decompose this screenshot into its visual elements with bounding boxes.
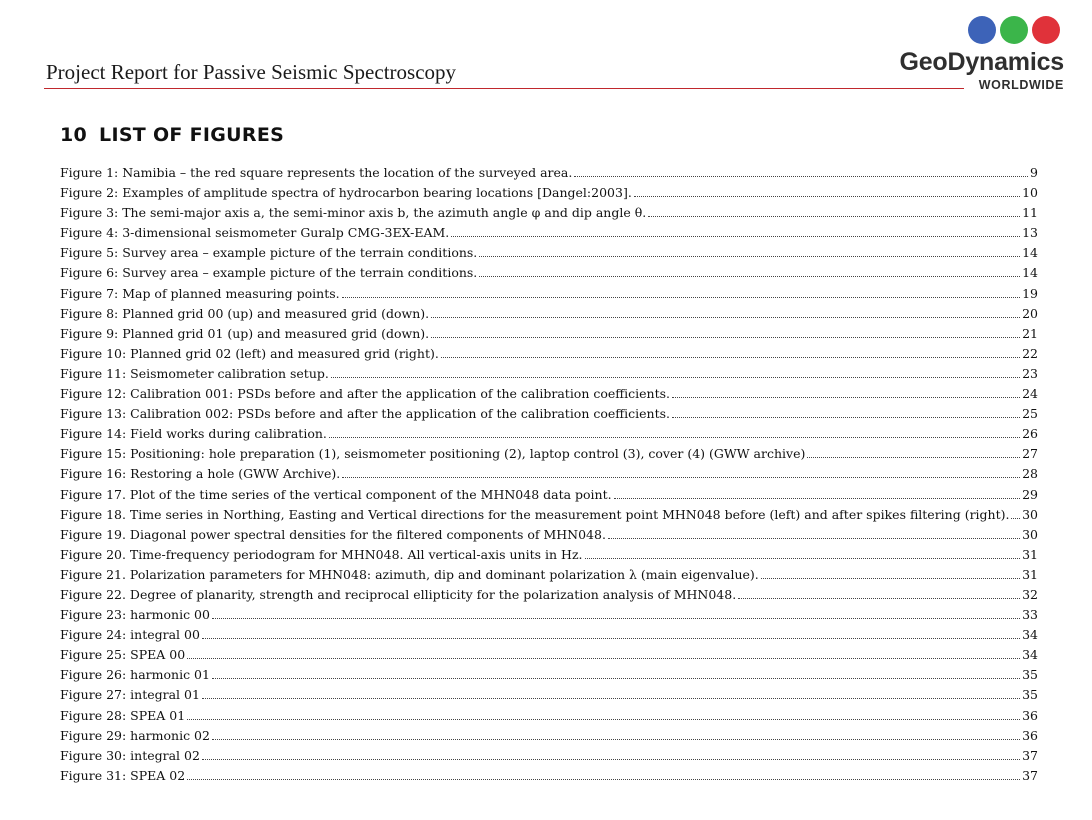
figure-entry[interactable] <box>60 404 1038 424</box>
figure-entry-label: Figure 4: 3-dimensional seismometer Guralp CMG-3EX-EAM. <box>60 225 450 241</box>
figure-entry-page: 23 <box>1022 365 1038 381</box>
dot-leader <box>761 578 1020 579</box>
figure-entry[interactable] <box>60 706 1038 726</box>
figure-entry[interactable] <box>60 223 1038 243</box>
figure-entry-page: 34 <box>1022 627 1038 643</box>
dot-leader <box>1011 518 1020 519</box>
figure-entry-label: Figure 3: The semi-major axis a, the semi-minor axis b, the azimuth angle φ and dip angle θ. <box>60 205 647 221</box>
figure-entry-label: Figure 28: SPEA 01 <box>60 707 186 723</box>
figure-entry-page: 26 <box>1022 426 1038 442</box>
figure-entry-page: 13 <box>1022 225 1038 241</box>
figure-entry[interactable] <box>60 203 1038 223</box>
dot-leader <box>614 498 1020 499</box>
figure-entry-label: Figure 27: integral 01 <box>60 687 200 703</box>
geodynamics-logo <box>868 10 1064 100</box>
figure-entry-page: 31 <box>1022 566 1038 582</box>
figure-entry-page: 25 <box>1022 406 1038 422</box>
figure-entry-page: 30 <box>1022 506 1038 522</box>
dot-leader <box>331 377 1020 378</box>
figure-entry[interactable] <box>60 585 1038 605</box>
figure-entry[interactable] <box>60 605 1038 625</box>
figure-entry-page: 35 <box>1022 667 1038 683</box>
figure-entry-label: Figure 18. Time series in Northing, Easting and Vertical directions for the measurement point MHN048 before (left) and after spikes filtering (right). <box>60 506 1010 522</box>
dot-leader <box>634 196 1020 197</box>
figure-entry-label: Figure 7: Map of planned measuring points. <box>60 285 340 301</box>
dot-leader <box>585 558 1021 559</box>
figure-entry[interactable] <box>60 545 1038 565</box>
figure-entry-page: 28 <box>1022 466 1038 482</box>
figure-entry[interactable] <box>60 766 1038 786</box>
figure-entry[interactable] <box>60 284 1038 304</box>
figure-entry-label: Figure 21. Polarization parameters for MHN048: azimuth, dip and dominant polarization λ (main eigenvalue). <box>60 566 759 582</box>
dot-leader <box>574 176 1028 177</box>
figure-entry-page: 36 <box>1022 727 1038 743</box>
figure-entry-label: Figure 19. Diagonal power spectral densities for the filtered components of MHN048. <box>60 526 606 542</box>
figure-entry[interactable] <box>60 344 1038 364</box>
figure-entry-label: Figure 20. Time-frequency periodogram for MHN048. All vertical-axis units in Hz. <box>60 546 583 562</box>
dot-leader <box>342 477 1020 478</box>
figure-entry[interactable] <box>60 324 1038 344</box>
figure-entry-page: 27 <box>1022 446 1038 462</box>
figure-entry-label: Figure 17. Plot of the time series of the vertical component of the MHN048 data point. <box>60 486 612 502</box>
figure-entry-page: 19 <box>1022 285 1038 301</box>
dot-leader <box>212 739 1020 740</box>
dot-leader <box>202 638 1020 639</box>
dot-leader <box>738 598 1020 599</box>
dot-leader <box>479 276 1020 277</box>
figure-entry[interactable] <box>60 726 1038 746</box>
page-header <box>44 10 1064 92</box>
figure-entry-page: 21 <box>1022 325 1038 341</box>
figure-entry[interactable] <box>60 424 1038 444</box>
figure-entry-label: Figure 8: Planned grid 00 (up) and measured grid (down). <box>60 305 430 321</box>
logo-dot-blue <box>968 16 996 44</box>
figure-entry-page: 31 <box>1022 546 1038 562</box>
figure-entry[interactable] <box>60 304 1038 324</box>
figure-entry[interactable] <box>60 525 1038 545</box>
dot-leader <box>807 457 1020 458</box>
figure-entry-label: Figure 22. Degree of planarity, strength and reciprocal ellipticity for the polarization analysis of MHN048. <box>60 586 737 602</box>
figure-entry-page: 11 <box>1022 205 1038 221</box>
dot-leader <box>479 256 1020 257</box>
figure-entry-label: Figure 29: harmonic 02 <box>60 727 210 743</box>
figure-entry-label: Figure 5: Survey area – example picture of the terrain conditions. <box>60 245 478 261</box>
figure-entry-label: Figure 15: Positioning: hole preparation (1), seismometer positioning (2), laptop control (3), cover (4) (GWW archive) <box>60 446 806 462</box>
figure-entry-page: 22 <box>1022 345 1038 361</box>
list-of-figures <box>60 163 1038 786</box>
figure-entry-label: Figure 16: Restoring a hole (GWW Archive). <box>60 466 341 482</box>
figure-entry-page: 14 <box>1022 265 1038 281</box>
figure-entry[interactable] <box>60 485 1038 505</box>
dot-leader <box>441 357 1020 358</box>
figure-entry-label: Figure 9: Planned grid 01 (up) and measured grid (down). <box>60 325 430 341</box>
figure-entry[interactable] <box>60 464 1038 484</box>
figure-entry-page: 9 <box>1030 165 1038 180</box>
figure-entry[interactable] <box>60 625 1038 645</box>
figure-entry-page: 20 <box>1022 305 1038 321</box>
figure-entry-page: 30 <box>1022 526 1038 542</box>
dot-leader <box>451 236 1020 237</box>
dot-leader <box>608 538 1020 539</box>
figure-entry[interactable] <box>60 163 1038 183</box>
figure-entry[interactable] <box>60 243 1038 263</box>
logo-dots <box>968 16 1064 46</box>
dot-leader <box>431 337 1020 338</box>
figure-entry[interactable] <box>60 505 1038 525</box>
figure-entry-page: 32 <box>1022 586 1038 602</box>
figure-entry-page: 33 <box>1022 607 1038 623</box>
figure-entry-label: Figure 6: Survey area – example picture of the terrain conditions. <box>60 265 478 281</box>
dot-leader <box>329 437 1020 438</box>
figure-entry-label: Figure 14: Field works during calibration. <box>60 426 327 442</box>
figure-entry-label: Figure 10: Planned grid 02 (left) and measured grid (right). <box>60 345 439 361</box>
figure-entry-label: Figure 25: SPEA 00 <box>60 647 186 663</box>
figure-entry-label: Figure 26: harmonic 01 <box>60 667 210 683</box>
report-title: Project Report for Passive Seismic Spectroscopy <box>46 60 457 84</box>
figure-entry-page: 34 <box>1022 647 1038 663</box>
figure-entry-page: 14 <box>1022 245 1038 261</box>
dot-leader <box>342 297 1020 298</box>
figure-entry-page: 24 <box>1022 386 1038 402</box>
figure-entry-page: 37 <box>1022 747 1038 763</box>
figure-entry[interactable] <box>60 685 1038 705</box>
figure-entry[interactable] <box>60 364 1038 384</box>
dot-leader <box>202 759 1020 760</box>
figure-entry[interactable] <box>60 384 1038 404</box>
dot-leader <box>202 698 1020 699</box>
figure-entry-label: Figure 24: integral 00 <box>60 627 200 643</box>
figure-entry[interactable] <box>60 565 1038 585</box>
section-number: 10 <box>60 124 88 146</box>
figure-entry[interactable] <box>60 444 1038 464</box>
dot-leader <box>187 658 1020 659</box>
figure-entry[interactable] <box>60 645 1038 665</box>
logo-dot-green <box>1000 16 1028 44</box>
figure-entry[interactable] <box>60 183 1038 203</box>
figure-entry-label: Figure 11: Seismometer calibration setup. <box>60 365 329 381</box>
figure-entry-label: Figure 2: Examples of amplitude spectra of hydrocarbon bearing locations [Dangel:2003]. <box>60 185 632 201</box>
dot-leader <box>648 216 1020 217</box>
logo-brand-name: GeoDynamics <box>899 48 1064 76</box>
dot-leader <box>212 678 1020 679</box>
dot-leader <box>672 417 1020 418</box>
figure-entry-label: Figure 23: harmonic 00 <box>60 607 210 623</box>
figure-entry-page: 29 <box>1022 486 1038 502</box>
figure-entry[interactable] <box>60 263 1038 283</box>
figure-entry-label: Figure 13: Calibration 002: PSDs before and after the application of the calibration coefficients. <box>60 406 671 422</box>
header-rule <box>44 88 964 89</box>
dot-leader <box>187 719 1020 720</box>
figure-entry-page: 10 <box>1022 185 1038 201</box>
figure-entry-label: Figure 1: Namibia – the red square represents the location of the surveyed area. <box>60 165 573 180</box>
figure-entry-label: Figure 31: SPEA 02 <box>60 767 186 783</box>
section-heading <box>60 124 284 146</box>
figure-entry-label: Figure 30: integral 02 <box>60 747 200 763</box>
section-title: LIST OF FIGURES <box>99 124 285 146</box>
figure-entry-label: Figure 12: Calibration 001: PSDs before and after the application of the calibration coefficients. <box>60 386 671 402</box>
dot-leader <box>672 397 1020 398</box>
dot-leader <box>431 317 1020 318</box>
figure-entry-page: 37 <box>1022 767 1038 783</box>
figure-entry-page: 35 <box>1022 687 1038 703</box>
logo-brand-subtitle: WORLDWIDE <box>978 78 1064 92</box>
figure-entry[interactable] <box>60 665 1038 685</box>
dot-leader <box>212 618 1020 619</box>
dot-leader <box>187 779 1020 780</box>
figure-entry-page: 36 <box>1022 707 1038 723</box>
logo-dot-red <box>1032 16 1060 44</box>
figure-entry[interactable] <box>60 746 1038 766</box>
